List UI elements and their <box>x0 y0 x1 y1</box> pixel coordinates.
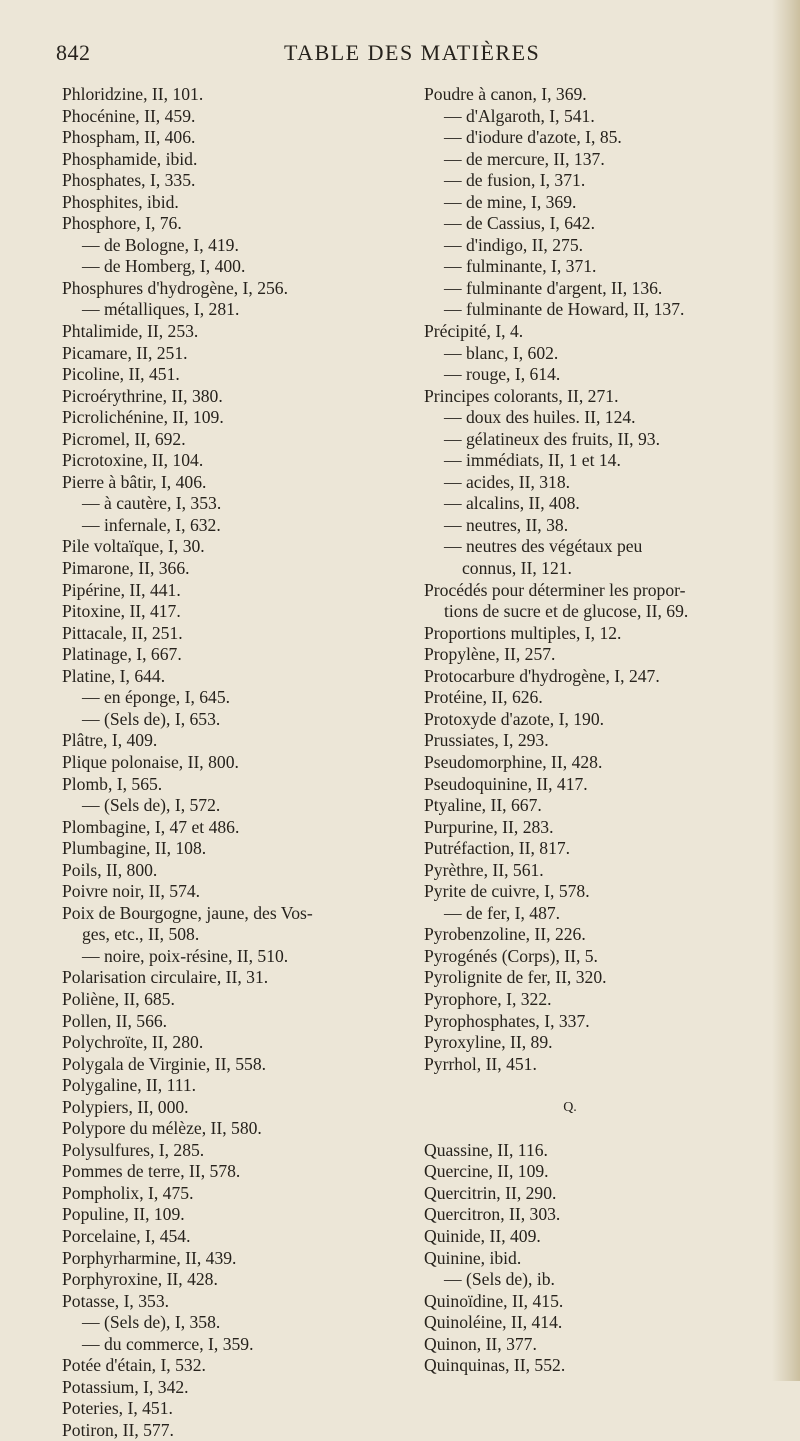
index-entry: Poivre noir, II, 574. <box>62 881 201 902</box>
index-subentry: — de mine, I, 369. <box>444 191 577 212</box>
index-entry: Putréfaction, II, 817. <box>424 838 571 859</box>
index-entry: Quercitrin, II, 290. <box>424 1182 557 1203</box>
index-entry: Porcelaine, I, 454. <box>62 1225 191 1246</box>
index-entry: Procédés pour déterminer les propor- <box>424 579 686 600</box>
index-subentry: — d'indigo, II, 275. <box>444 234 584 255</box>
index-entry: Phtalimide, II, 253. <box>62 321 199 342</box>
index-subentry: — de fer, I, 487. <box>444 902 561 923</box>
index-entry: Plomb, I, 565. <box>62 773 163 794</box>
index-entry: Poliène, II, 685. <box>62 988 175 1009</box>
index-subentry: — en éponge, I, 645. <box>82 687 231 708</box>
index-subentry: — métalliques, I, 281. <box>82 299 240 320</box>
index-entry: Picoline, II, 451. <box>62 364 180 385</box>
index-subentry: — (Sels de), I, 572. <box>82 795 221 816</box>
index-entry: Pyrèthre, II, 561. <box>424 859 544 880</box>
index-entry: Prussiates, I, 293. <box>424 730 549 751</box>
index-entry: Plique polonaise, II, 800. <box>62 751 239 772</box>
index-entry: Pitoxine, II, 417. <box>62 601 181 622</box>
index-entry: Pyrogénés (Corps), II, 5. <box>424 945 598 966</box>
index-entry: Poudre à canon, I, 369. <box>424 84 587 104</box>
index-subentry: — (Sels de), ib. <box>444 1269 555 1290</box>
index-entry: Picroérythrine, II, 380. <box>62 385 223 406</box>
index-subentry: — du commerce, I, 359. <box>82 1333 254 1354</box>
index-entry: Pipérine, II, 441. <box>62 579 181 600</box>
index-entry: Pile voltaïque, I, 30. <box>62 536 205 557</box>
index-entry: Pittacale, II, 251. <box>62 622 183 643</box>
index-entry: Quassine, II, 116. <box>424 1139 548 1160</box>
index-subentry: — immédiats, II, 1 et 14. <box>444 450 621 471</box>
index-entry: Picamare, II, 251. <box>62 342 188 363</box>
index-entry: Picromel, II, 692. <box>62 428 186 449</box>
index-entry: Pierre à bâtir, I, 406. <box>62 471 207 492</box>
index-entry: Pseudoquinine, II, 417. <box>424 773 588 794</box>
index-subentry: — noire, poix-résine, II, 510. <box>82 945 289 966</box>
index-entry: Poteries, I, 451. <box>62 1398 173 1419</box>
section-letter-heading: Q. <box>563 1099 577 1115</box>
section-spacer <box>424 1075 776 1097</box>
index-entry: Polygaline, II, 111. <box>62 1075 197 1096</box>
index-subentry: — alcalins, II, 408. <box>444 493 580 514</box>
index-entry: Pyrolignite de fer, II, 320. <box>424 967 607 988</box>
index-entry: Phosphures d'hydrogène, I, 256. <box>62 277 288 298</box>
index-subentry: — (Sels de), I, 653. <box>82 708 221 729</box>
page-title: TABLE DES MATIÈRES <box>284 40 541 65</box>
index-entry: Phosphamide, ibid. <box>62 148 198 169</box>
index-entry: Platinage, I, 667. <box>62 644 182 665</box>
index-entry: Polygala de Virginie, II, 558. <box>62 1053 267 1074</box>
index-subentry: — à cautère, I, 353. <box>82 493 222 514</box>
index-subentry: — d'iodure d'azote, I, 85. <box>444 127 622 148</box>
index-column-left <box>62 84 407 1441</box>
index-entry: Pyrite de cuivre, I, 578. <box>424 881 590 902</box>
index-entry: Quinoléine, II, 414. <box>424 1312 563 1333</box>
index-entry: Pyroxyline, II, 89. <box>424 1032 553 1053</box>
index-column-right <box>424 84 776 1377</box>
index-entry: Plâtre, I, 409. <box>62 730 158 751</box>
index-entry: Pompholix, I, 475. <box>62 1182 194 1203</box>
page-edge-shadow <box>772 0 800 1381</box>
index-entry: Protocarbure d'hydrogène, I, 247. <box>424 665 660 686</box>
index-entry: Polarisation circulaire, II, 31. <box>62 967 269 988</box>
index-subentry: — acides, II, 318. <box>444 471 571 492</box>
page-header <box>56 40 746 74</box>
index-entry: Polychroïte, II, 280. <box>62 1032 204 1053</box>
page-number: 842 <box>56 40 91 65</box>
index-entry: Phloridzine, II, 101. <box>62 84 204 104</box>
index-entry: Phosphites, ibid. <box>62 191 179 212</box>
index-entry: Précipité, I, 4. <box>424 321 524 342</box>
index-subentry: — de mercure, II, 137. <box>444 148 605 169</box>
index-entry: Pimarone, II, 366. <box>62 558 190 579</box>
index-subentry: — fulminante, I, 371. <box>444 256 597 277</box>
index-subentry: — fulminante de Howard, II, 137. <box>444 299 685 320</box>
index-entry: Phocénine, II, 459. <box>62 105 196 126</box>
index-entry: Polypore du mélèze, II, 580. <box>62 1118 262 1139</box>
index-entry: Poix de Bourgogne, jaune, des Vos- <box>62 902 313 923</box>
index-entry: Platine, I, 644. <box>62 665 166 686</box>
index-entry: Pollen, II, 566. <box>62 1010 168 1031</box>
index-entry: Propylène, II, 257. <box>424 644 556 665</box>
index-entry: Potée d'étain, I, 532. <box>62 1355 206 1376</box>
index-subentry: tions de sucre et de glucose, II, 69. <box>444 601 689 622</box>
index-entry: Picrotoxine, II, 104. <box>62 450 204 471</box>
index-subentry: — de fusion, I, 371. <box>444 170 586 191</box>
index-entry: Potassium, I, 342. <box>62 1376 189 1397</box>
index-entry: Ptyaline, II, 667. <box>424 795 542 816</box>
index-entry: Phosphore, I, 76. <box>62 213 182 234</box>
index-entry: Principes colorants, II, 271. <box>424 385 619 406</box>
index-entry: Phospham, II, 406. <box>62 127 196 148</box>
index-entry: Polypiers, II, 000. <box>62 1096 189 1117</box>
index-entry: Quercitron, II, 303. <box>424 1204 561 1225</box>
index-entry: Pyrophore, I, 322. <box>424 988 552 1009</box>
index-subentry: — doux des huiles. II, 124. <box>444 407 636 428</box>
index-subentry: — gélatineux des fruits, II, 93. <box>444 428 660 449</box>
index-entry: Phosphates, I, 335. <box>62 170 196 191</box>
index-entry: Polysulfures, I, 285. <box>62 1139 205 1160</box>
index-entry: Plombagine, I, 47 et 486. <box>62 816 240 837</box>
index-entry: Picrolichénine, II, 109. <box>62 407 224 428</box>
index-entry: Pyrrhol, II, 451. <box>424 1053 537 1074</box>
index-subentry: — d'Algaroth, I, 541. <box>444 105 595 126</box>
index-entry: Pommes de terre, II, 578. <box>62 1161 241 1182</box>
index-entry: Quinide, II, 409. <box>424 1225 541 1246</box>
index-entry: Quinon, II, 377. <box>424 1333 537 1354</box>
index-entry: Quinquinas, II, 552. <box>424 1355 566 1376</box>
index-entry: Pseudomorphine, II, 428. <box>424 751 603 772</box>
index-entry: Protéine, II, 626. <box>424 687 543 708</box>
index-entry: Pyrobenzoline, II, 226. <box>424 924 586 945</box>
index-subentry: — blanc, I, 602. <box>444 342 559 363</box>
index-subentry: — fulminante d'argent, II, 136. <box>444 277 663 298</box>
index-entry: Protoxyde d'azote, I, 190. <box>424 708 605 729</box>
index-entry: Populine, II, 109. <box>62 1204 185 1225</box>
index-subentry: — de Homberg, I, 400. <box>82 256 246 277</box>
index-entry: Quinoïdine, II, 415. <box>424 1290 564 1311</box>
index-entry: Porphyrharmine, II, 439. <box>62 1247 237 1268</box>
index-subentry: — de Bologne, I, 419. <box>82 234 239 255</box>
index-entry: Potiron, II, 577. <box>62 1419 174 1440</box>
index-entry: Pyrophosphates, I, 337. <box>424 1010 590 1031</box>
index-entry: Proportions multiples, I, 12. <box>424 622 622 643</box>
section-spacer <box>424 1118 776 1140</box>
index-entry: Porphyroxine, II, 428. <box>62 1269 218 1290</box>
index-subentry: ges, etc., II, 508. <box>82 924 200 945</box>
index-subentry: connus, II, 121. <box>462 558 572 579</box>
index-subentry: — neutres, II, 38. <box>444 514 569 535</box>
index-entry: Purpurine, II, 283. <box>424 816 554 837</box>
index-entry: Plumbagine, II, 108. <box>62 838 207 859</box>
index-subentry: — neutres des végétaux peu <box>444 536 643 557</box>
index-entry: Quinine, ibid. <box>424 1247 522 1268</box>
index-subentry: — de Cassius, I, 642. <box>444 213 596 234</box>
index-entry: Potasse, I, 353. <box>62 1290 170 1311</box>
index-entry: Quercine, II, 109. <box>424 1161 549 1182</box>
index-subentry: — (Sels de), I, 358. <box>82 1312 221 1333</box>
index-entry: Poils, II, 800. <box>62 859 158 880</box>
index-subentry: — infernale, I, 632. <box>82 514 221 535</box>
index-subentry: — rouge, I, 614. <box>444 364 561 385</box>
